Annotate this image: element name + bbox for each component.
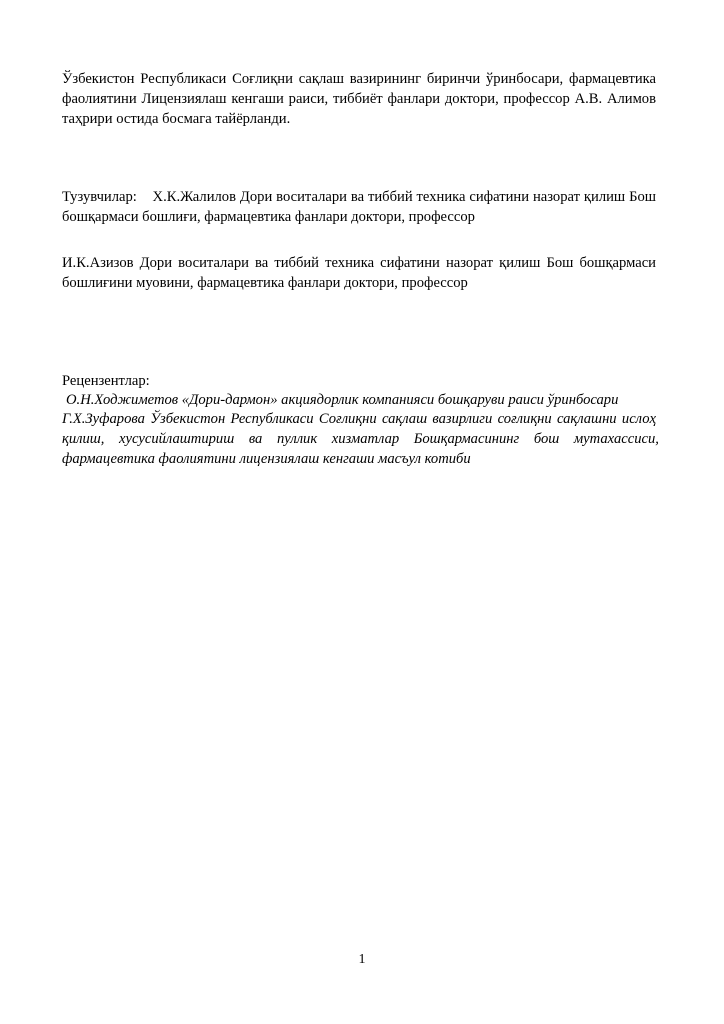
reviewer-2-line-3: фармацевтика фаолиятини лицензиялаш кенгаши масъул котиби (62, 451, 471, 467)
compiler-2-line-2: бошлиғини муовини, фармацевтика фанлари доктори, профессор (62, 275, 468, 291)
reviewer-2-line-1: Г.Х.Зуфарова Ўзбекистон Республикаси Соғлиқни сақлаш вазирлиги соғлиқни сақлашни ислоҳ (62, 411, 656, 427)
compiler-1-line-2: бошқармаси бошлиғи, фармацевтика фанлари доктори, профессор (62, 209, 475, 225)
reviewers-title: Рецензентлар: (62, 373, 150, 389)
editor-note-line-1: Ўзбекистон Республикаси Соғлиқни сақлаш вазирининг биринчи ўринбосари, фармацевтика (62, 71, 656, 87)
compiler-2-line-1: И.К.Азизов Дори воситалари ва тиббий техника сифатини назорат қилиш Бош бошқармаси (62, 255, 656, 271)
compiler-1-paragraph (62, 187, 656, 227)
compiler-2-paragraph (62, 253, 656, 293)
reviewer-2-line-2: қилиш, хусусийлаштириш ва пуллик хизматлар Бошқармасининг бош мутахассиси, (62, 431, 659, 447)
editor-note-line-3: таҳрири остида босмага тайёрланди. (62, 111, 291, 127)
editor-note-line-2: фаолиятини Лицензиялаш кенгаши раиси, тиббиёт фанлари доктори, профессор А.В. Алимов (62, 91, 656, 107)
reviewer-1: О.Н.Ходжиметов «Дори-дармон» акциядорлик компанияси бошқаруви раиси ўринбосари (66, 392, 619, 408)
page-number: 1 (358, 952, 366, 967)
reviewer-2-paragraph (62, 409, 659, 469)
editor-note-paragraph (62, 69, 656, 129)
compiler-1-line-1: Тузувчилар: Х.К.Жалилов Дори воситалари ва тиббий техника сифатини назорат қилиш Бош (62, 189, 656, 205)
